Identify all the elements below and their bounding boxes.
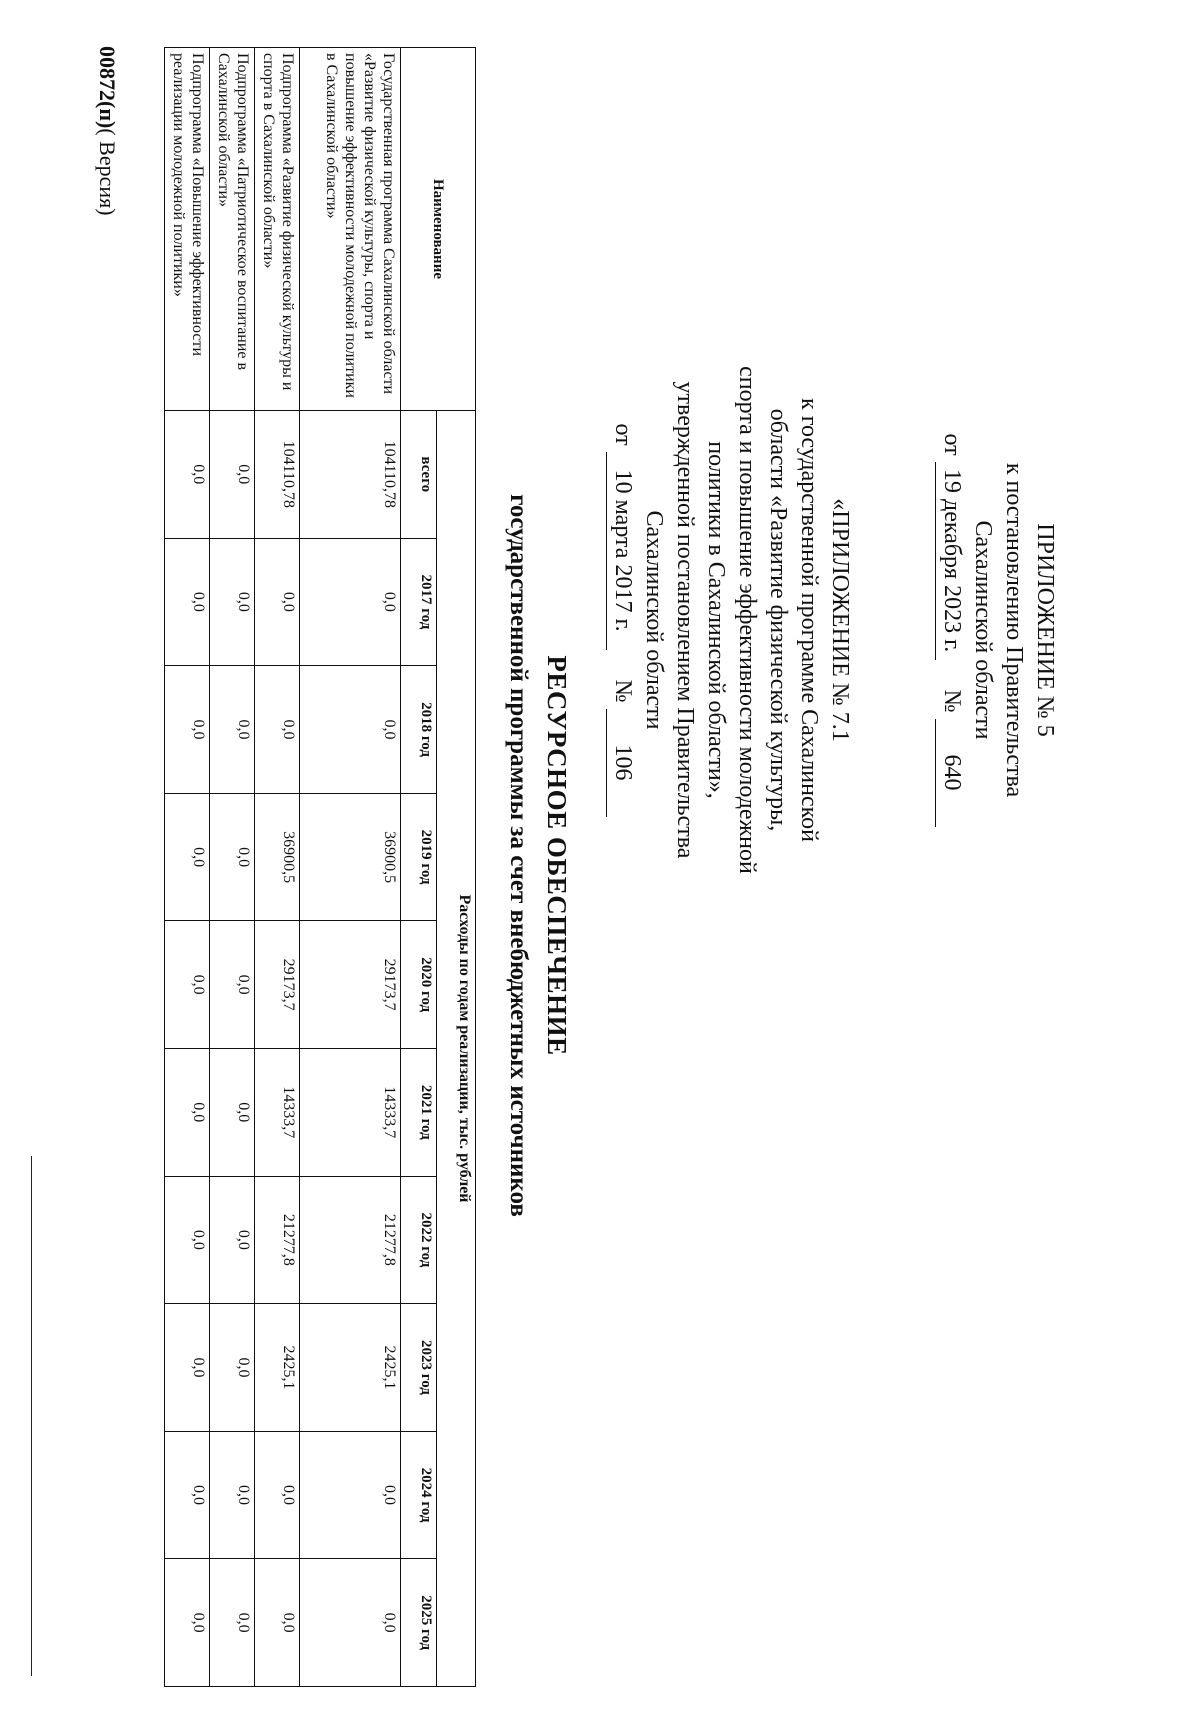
table-row (165, 48, 210, 1687)
row-value: 0,0 (300, 1559, 401, 1687)
year-header: 2025 год (401, 1559, 437, 1687)
name-column-header: Наименование (401, 48, 476, 411)
expenses-group-header: Расходы по годам реализации, тыс. рублей (437, 411, 476, 1687)
row-value: 36900,5 (300, 793, 401, 921)
row-value: 0,0 (255, 1559, 300, 1687)
year-header: 2018 год (401, 666, 437, 794)
resource-table-wrapper (164, 47, 476, 1687)
table-row (300, 48, 401, 1687)
row-value: 21277,8 (255, 1176, 300, 1304)
row-value: 0,0 (300, 538, 401, 666)
row-value: 0,0 (165, 411, 210, 539)
annex-line1: к постановлению Правительства (1001, 462, 1027, 798)
document-code (94, 46, 120, 216)
row-value: 0,0 (255, 666, 300, 794)
prev-annex-line: политики в Сахалинской области», (703, 441, 729, 799)
prev-annex-line: области «Развитие физической культуры, (765, 408, 791, 832)
prev-annex-num-sign: № (610, 679, 636, 703)
row-value: 21277,8 (300, 1176, 401, 1304)
year-header: 2017 год (401, 538, 437, 666)
row-value: 14333,7 (255, 1048, 300, 1176)
year-header: 2024 год (401, 1431, 437, 1559)
table-row (255, 48, 300, 1687)
row-value: 0,0 (165, 1176, 210, 1304)
row-value: 0,0 (165, 666, 210, 794)
row-value: 0,0 (255, 1431, 300, 1559)
previous-annex-header (606, 300, 855, 940)
prev-annex-date-prefix: от (610, 423, 636, 446)
row-value: 36900,5 (255, 793, 300, 921)
year-header: 2022 год (401, 1176, 437, 1304)
year-header: 2020 год (401, 921, 437, 1049)
annex-num-sign: № (939, 689, 965, 713)
row-name: Подпрограмма «Развитие физической культуры и спорта в Сахалинской области» (255, 48, 300, 411)
row-value: 104110,78 (255, 411, 300, 539)
row-value: 0,0 (255, 538, 300, 666)
row-value: 0,0 (165, 1304, 210, 1432)
annex-title: ПРИЛОЖЕНИЕ № 5 (1032, 523, 1058, 737)
year-header: 2023 год (401, 1304, 437, 1432)
document-subtitle: государственной программы за счет внебюджетных источников (505, 494, 532, 1217)
prev-annex-line: утвержденной постановлением Правительства (672, 381, 698, 859)
row-value: 0,0 (165, 921, 210, 1049)
year-header: всего (401, 411, 437, 539)
year-header: 2019 год (401, 793, 437, 921)
row-value: 0,0 (210, 921, 255, 1049)
year-header: 2021 год (401, 1048, 437, 1176)
annex-date-line (935, 310, 967, 950)
resource-table (164, 47, 476, 1687)
annex-date: 19 декабря 2023 г. (935, 462, 967, 660)
row-value: 0,0 (300, 1431, 401, 1559)
row-value: 0,0 (165, 1048, 210, 1176)
row-name: Подпрограмма «Повышение эффективности реализации молодежной политики» (165, 48, 210, 411)
prev-annex-line: спорта и повышение эффективности молодежной (734, 366, 760, 874)
row-value: 0,0 (210, 1176, 255, 1304)
row-value: 0,0 (210, 1431, 255, 1559)
prev-annex-line: к государственной программе Сахалинской (796, 398, 822, 842)
row-value: 2425,1 (300, 1304, 401, 1432)
prev-annex-date-line (606, 300, 638, 940)
row-value: 0,0 (300, 666, 401, 794)
document-code-number: 00872(п) (95, 46, 120, 129)
row-value: 29173,7 (255, 921, 300, 1049)
row-value: 0,0 (210, 1048, 255, 1176)
document-version-label: ( Версия) (95, 128, 120, 216)
row-value: 0,0 (210, 1304, 255, 1432)
document-title: РЕСУРСНОЕ ОБЕСПЕЧЕНИЕ (542, 655, 572, 1056)
row-value: 0,0 (165, 793, 210, 921)
row-name: Подпрограмма «Патриотическое воспитание в Сахалинской области» (210, 48, 255, 411)
row-value: 14333,7 (300, 1048, 401, 1176)
annex-line2: Сахалинской области (970, 520, 996, 740)
row-value: 0,0 (165, 538, 210, 666)
row-value: 104110,78 (300, 411, 401, 539)
prev-annex-line: Сахалинской области (641, 510, 667, 730)
row-name: Государственная программа Сахалинской области «Развитие физической культуры, спорта и повышение эффективности молодежной политики в Сахалинской области» (300, 48, 401, 411)
row-value: 2425,1 (255, 1304, 300, 1432)
prev-annex-number: 106 (606, 709, 638, 817)
table-row (210, 48, 255, 1687)
row-value: 29173,7 (300, 921, 401, 1049)
annex-date-prefix: от (939, 433, 965, 456)
row-value: 0,0 (210, 538, 255, 666)
scan-edge-line (31, 1156, 32, 1676)
annex-header (935, 310, 1060, 950)
row-value: 0,0 (210, 666, 255, 794)
row-value: 0,0 (210, 1559, 255, 1687)
row-value: 0,0 (165, 1559, 210, 1687)
prev-annex-title: «ПРИЛОЖЕНИЕ № 7.1 (827, 498, 853, 742)
prev-annex-date: 10 марта 2017 г. (606, 452, 638, 650)
row-value: 0,0 (210, 411, 255, 539)
annex-number: 640 (935, 719, 967, 827)
row-value: 0,0 (210, 793, 255, 921)
row-value: 0,0 (165, 1431, 210, 1559)
